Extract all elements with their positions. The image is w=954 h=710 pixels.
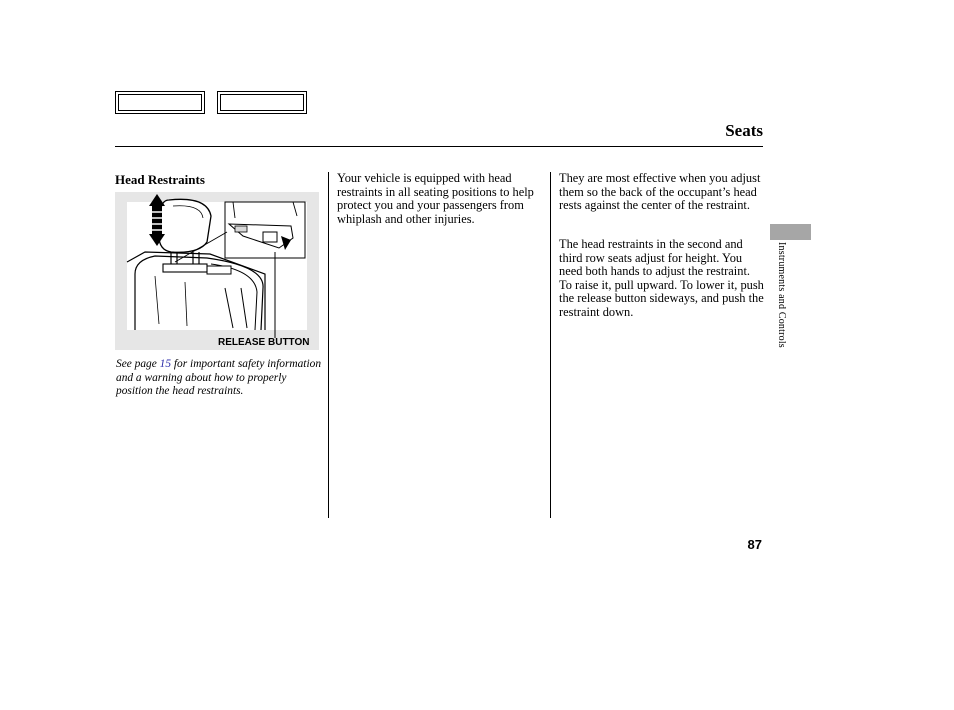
note-text-before: See page (116, 358, 160, 370)
body-paragraph: Your vehicle is equipped with head restraints in all seating positions to help protect you and your passengers from whiplash and other injuries. (337, 171, 534, 226)
page-number: 87 (747, 537, 762, 552)
page-title: Seats (725, 121, 763, 140)
nav-button-previous[interactable] (115, 91, 205, 114)
release-button-callout: RELEASE BUTTON (218, 337, 310, 348)
headrest-shape (159, 199, 211, 252)
seat-headrest-drawing (115, 192, 319, 350)
column-divider (550, 172, 551, 518)
head-restraint-illustration (115, 192, 319, 350)
note-text-after: for important safety information and a warning about how to properly position the head restraints. (116, 358, 322, 397)
body-paragraph: The head restraints in the second and third row seats adjust for height. You need both hands to adjust the restraint. To raise it, pull upward. To lower it, push the release button sideways, and push the restraint down. (559, 237, 764, 319)
page-link[interactable]: 15 (159, 358, 172, 370)
section-tab-label: Instruments and Controls (776, 242, 787, 348)
column-divider (328, 172, 329, 518)
safety-note (116, 358, 322, 399)
section-tab-marker (770, 224, 811, 240)
header-rule (115, 146, 763, 147)
body-paragraph: They are most effective when you adjust them so the back of the occupant’s head rests against the center of the restraint. (559, 171, 761, 212)
nav-button-next[interactable] (217, 91, 307, 114)
section-heading: Head Restraints (115, 172, 205, 187)
